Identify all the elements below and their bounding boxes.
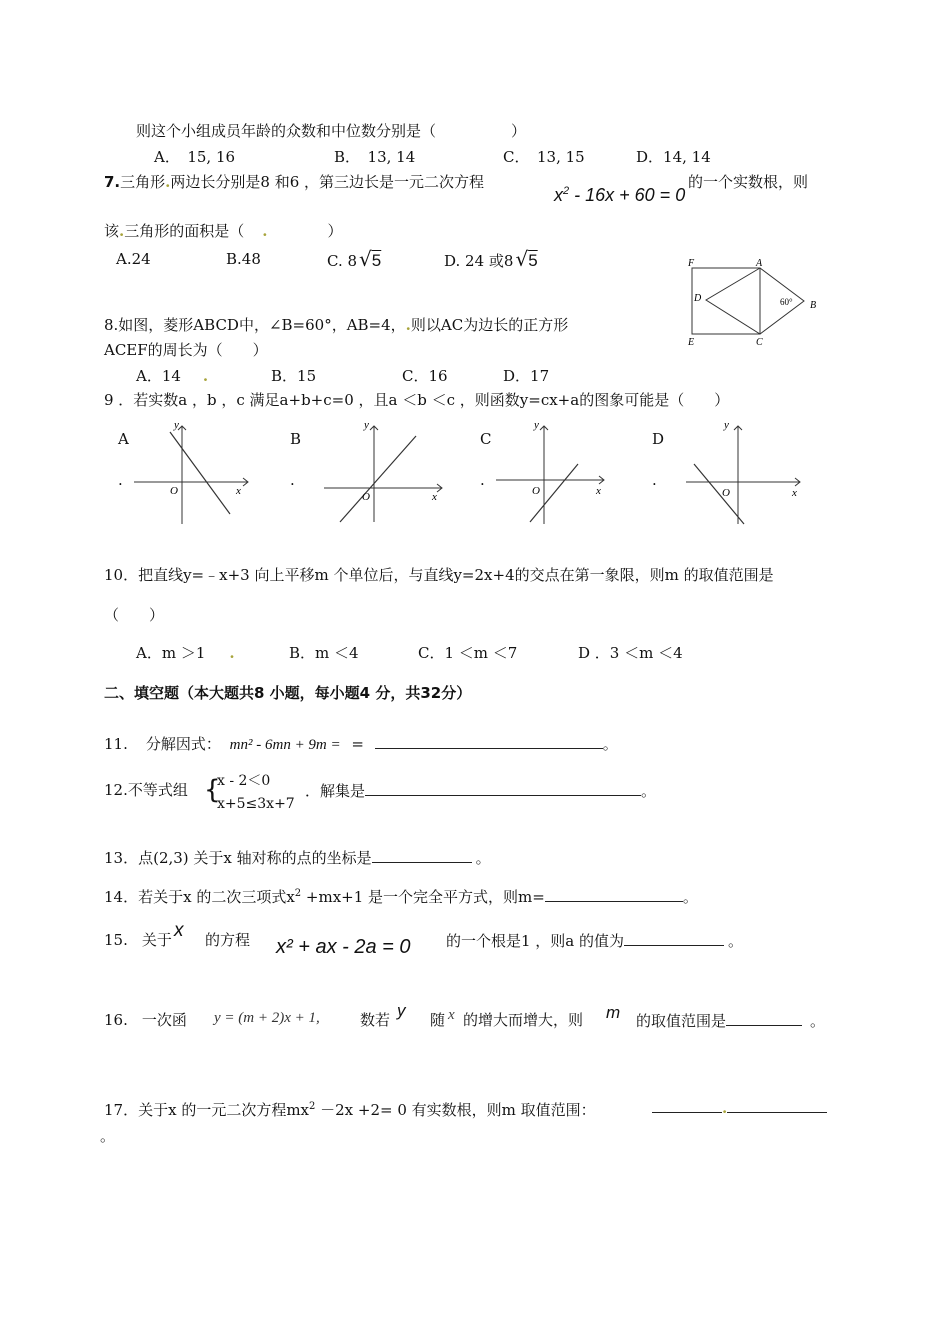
q16-var-m: m [606,1003,621,1022]
q11: 11. 分解因式： mn² - 6mn + 9m = = 。 [104,735,618,753]
q8-option-d: D．17 [503,367,550,385]
q14: 14．若关于x 的二次三项式$x^2 +mx+1$ 是一个完全平方式，则m= 。 [104,888,698,906]
q15-answer-blank[interactable] [624,930,724,946]
svg-text:O: O [362,491,370,503]
label-e: E [688,337,695,348]
svg-text:y: y [174,419,179,431]
q8-line2: ACEF的周长为（ ） [104,341,268,359]
q16-text2: 数若 [360,1011,391,1029]
svg-text:O: O [532,485,540,497]
q11-expression: mn² - 6mn + 9m = [229,737,341,753]
q8-option-c: C．16 [402,367,448,385]
marker-dot: . [119,222,125,240]
graph-a-dot: . [118,471,123,489]
svg-text:x: x [596,485,601,497]
q16-answer-blank[interactable] [726,1010,802,1026]
q12-lead: 12.不等式组 [104,781,188,799]
q17-answer-blank-1[interactable] [652,1097,722,1113]
graph-a [128,418,258,528]
q10-paren: （ ） [104,606,165,624]
q13: 13．点(2,3) 关于x 轴对称的点的坐标是 。 [104,849,491,867]
marker-dot: . [405,316,411,334]
q15-lead: 15. 关于 [104,931,172,949]
q7-equation: $x^2 - 16x + 60 = 0$ [554,185,686,205]
q10-option-b: B．m ＜4 [289,644,359,662]
q16-expression: y = (m + 2)x + 1, [214,1010,320,1026]
graph-d-dot: . [652,471,657,489]
svg-text:x: x [432,491,437,503]
svg-text:x: x [792,487,797,499]
label-b: B [810,300,817,311]
q10-option-d: D ．3 ＜m ＜4 [578,644,683,662]
q7-option-c: C. 8 √5 [327,247,382,271]
marker-dot: . [262,222,268,240]
q17-end: 。 [100,1127,116,1145]
q6-stem: 则这个小组成员年龄的众数和中位数分别是（ ） [136,122,527,140]
q16-var-x: x [448,1007,455,1023]
q10-option-c: C．1 ＜m ＜7 [418,644,518,662]
q7-line1: 7.三角形.两边长分别是8 和6 ，第三边长是一元二次方程 [104,173,485,191]
q12-inequality-1: x - 2＜0 [217,773,271,789]
svg-text:y: y [724,419,729,431]
q6-option-c: C． 13, 15 [503,148,585,166]
svg-text:x: x [236,485,241,497]
q12-answer-blank[interactable] [365,780,641,796]
q17-answer-blank-2[interactable] [727,1097,827,1113]
graph-b [318,418,448,528]
q8-option-b: B．15 [271,367,317,385]
label-angle: 60° [780,297,793,307]
q6-option-b: B． 13, 14 [334,148,416,166]
svg-text:O: O [170,485,178,497]
q7-option-b: B.48 [226,250,261,268]
graph-c-dot: . [480,471,485,489]
q15-tail: 的一个根是1 ，则a 的值为 。 [446,932,744,950]
rhombus-square-figure [684,256,824,348]
label-d: D [694,293,702,304]
brace-icon: { [204,775,221,805]
q12-inequality-2: x+5≤3x+7 [217,796,295,812]
q13-answer-blank[interactable] [372,847,472,863]
graph-b-label: B [290,430,302,448]
q9-stem: 9 ．若实数a ，b ，c 满足a+b+c=0 ，且a ＜b ＜c ，则函数y=cx+a的图象可能是（ ） [104,391,730,409]
section-title: 二、填空题（本大题共8 小题，每小题4 分，共32分） [104,684,472,702]
svg-text:O: O [722,487,730,499]
q14-answer-blank[interactable] [545,886,683,902]
q11-answer-blank[interactable] [375,733,603,749]
graph-a-label: A [118,430,129,448]
q10-option-a: A．m ＞1 . [136,644,235,662]
q10-stem: 10．把直线y=﹣x+3 向上平移m 个单位后，与直线y=2x+4的交点在第一象限，则m 的取值范围是 [104,566,774,584]
graph-d-label: D [652,430,665,448]
q16-lead: 16. 一次函 [104,1011,187,1029]
label-c: C [756,337,763,348]
q7-number: 7. [104,173,121,191]
graph-b-dot: . [290,471,295,489]
svg-text:y: y [364,419,369,431]
q16-text3: 随 [430,1011,446,1029]
q16-tail: 的取值范围是 。 [636,1012,826,1030]
marker-dot: . [165,173,171,191]
label-a: A [756,258,763,269]
svg-text:y: y [534,419,539,431]
q12-tail: ．解集是 。 [305,782,657,800]
q8-option-a: A．14 . [136,367,209,385]
q15-text: 的方程 [205,931,251,949]
marker-dot: . [229,644,235,662]
q16-var-y: y [397,1001,406,1020]
q8-line1: 8.如图，菱形ABCD中，∠B=60°，AB=4，.则以AC为边长的正方形 [104,316,569,334]
marker-dot: . [722,1099,728,1117]
q7-option-d: D. 24 或8 √5 [444,247,538,271]
q15-var-x: x [174,920,184,941]
q17-answer-blank-wrap [652,1097,827,1118]
q6-option-a: A． 15, 16 [154,148,236,166]
label-f: F [688,258,695,269]
q6-option-d: D．14, 14 [636,148,711,166]
q17: 17．关于x 的一元二次方程$mx^2 -2x +2= 0$ 有实数根，则m 取值范围： [104,1101,596,1119]
graph-c-label: C [480,430,492,448]
q7-line2: 该.三角形的面积是（ . ） [104,222,343,240]
q15-equation: x² + ax - 2a = 0 [276,936,411,958]
q7-option-a: A.24 [116,250,151,268]
q16-text4: 的增大而增大，则 [463,1011,584,1029]
marker-dot: . [202,367,209,385]
graph-d [682,418,807,528]
graph-c [492,418,612,528]
q7-line1-tail: 的一个实数根，则 [688,173,809,191]
